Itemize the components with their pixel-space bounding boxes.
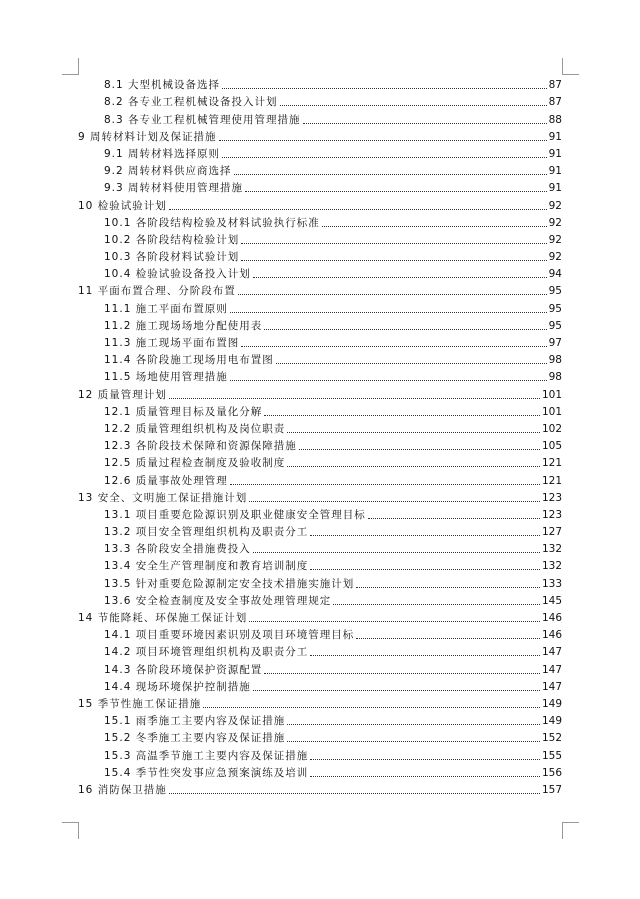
toc-entry[interactable] — [78, 556, 562, 573]
toc-entry-title: 11.4 各阶段施工现场用电布置图 — [104, 354, 274, 367]
toc-entry-title: 11.2 施工现场场地分配使用表 — [104, 319, 263, 332]
toc-entry-title: 15.1 雨季施工主要内容及保证措施 — [104, 715, 286, 728]
toc-entry-title: 10.3 各阶段材料试验计划 — [104, 251, 240, 264]
toc-entry-page-number: 101 — [541, 388, 562, 401]
toc-entry[interactable] — [78, 608, 562, 625]
toc-entry[interactable] — [78, 522, 562, 539]
toc-dot-leader — [368, 518, 540, 519]
toc-entry[interactable] — [78, 419, 562, 436]
toc-dot-leader — [230, 484, 540, 485]
toc-entry-title: 9.2 周转材料供应商选择 — [104, 165, 232, 178]
toc-entry-page-number: 156 — [541, 766, 562, 779]
toc-entry-page-number: 147 — [541, 680, 562, 693]
toc-dot-leader — [287, 432, 540, 433]
toc-entry-title: 15.3 高温季节施工主要内容及保证措施 — [104, 749, 309, 762]
toc-entry-page-number: 88 — [548, 113, 562, 126]
toc-dot-leader — [253, 552, 540, 553]
toc-entry-page-number: 92 — [548, 233, 562, 246]
toc-entry-page-number: 98 — [548, 371, 562, 384]
toc-dot-leader — [219, 140, 547, 141]
toc-entry-page-number: 94 — [548, 268, 562, 281]
toc-entry-page-number: 121 — [541, 474, 562, 487]
toc-entry-title: 13.6 安全检查制度及安全事故处理管理规定 — [104, 594, 332, 607]
toc-dot-leader — [310, 655, 540, 656]
toc-dot-leader — [287, 724, 540, 725]
toc-entry-page-number: 91 — [548, 147, 562, 160]
toc-dot-leader — [222, 88, 547, 89]
toc-entry-title: 12.1 质量管理目标及量化分解 — [104, 405, 263, 418]
toc-dot-leader — [287, 741, 540, 742]
toc-entry-page-number: 149 — [541, 715, 562, 728]
toc-entry-title: 12.5 质量过程检查制度及验收制度 — [104, 457, 286, 470]
toc-entry-title: 14.2 项目环境管理组织机构及职责分工 — [104, 646, 309, 659]
toc-entry[interactable] — [78, 694, 562, 711]
crop-mark-top-left — [62, 58, 79, 75]
toc-entry[interactable] — [78, 264, 562, 281]
toc-entry[interactable] — [78, 127, 562, 144]
toc-entry-title: 13.4 安全生产管理制度和教育培训制度 — [104, 560, 309, 573]
toc-entry[interactable] — [78, 230, 562, 247]
toc-dot-leader — [264, 329, 546, 330]
toc-entry[interactable] — [78, 539, 562, 556]
toc-entry-title: 14.1 项目重要环境因素识别及项目环境管理目标 — [104, 629, 355, 642]
toc-entry-title: 10.1 各阶段结构检验及材料试验执行标准 — [104, 216, 320, 229]
crop-mark-top-right — [562, 58, 579, 75]
toc-dot-leader — [222, 157, 547, 158]
toc-entry-page-number: 102 — [541, 422, 562, 435]
toc-entry[interactable] — [78, 745, 562, 762]
toc-entry-page-number: 105 — [541, 440, 562, 453]
toc-dot-leader — [238, 294, 547, 295]
toc-entry-title: 12.3 各阶段技术保障和资源保障措施 — [104, 440, 297, 453]
toc-entry-title: 15.2 冬季施工主要内容及保证措施 — [104, 732, 286, 745]
toc-entry-title: 11 平面布置合理、分阶段布置 — [78, 285, 236, 298]
toc-entry-page-number: 152 — [541, 732, 562, 745]
toc-dot-leader — [322, 226, 547, 227]
toc-entry[interactable] — [78, 333, 562, 350]
toc-entry-page-number: 92 — [548, 251, 562, 264]
toc-dot-leader — [276, 363, 547, 364]
toc-entry[interactable] — [78, 75, 562, 92]
toc-entry-page-number: 87 — [548, 96, 562, 109]
toc-entry-page-number: 123 — [541, 491, 562, 504]
toc-entry[interactable] — [78, 505, 562, 522]
toc-entry-title: 10.4 检验试验设备投入计划 — [104, 268, 251, 281]
toc-entry-title: 8.2 各专业工程机械设备投入计划 — [104, 96, 278, 109]
toc-dot-leader — [299, 449, 540, 450]
toc-entry-title: 13.2 项目安全管理组织机构及职责分工 — [104, 526, 309, 539]
toc-dot-leader — [230, 380, 547, 381]
toc-entry[interactable] — [78, 195, 562, 212]
toc-entry[interactable] — [78, 659, 562, 676]
toc-entry-page-number: 121 — [541, 457, 562, 470]
toc-dot-leader — [280, 105, 547, 106]
toc-entry-title: 12.2 质量管理组织机构及岗位职责 — [104, 422, 286, 435]
toc-entry[interactable] — [78, 384, 562, 401]
toc-entry-title: 13.5 针对重要危险源制定安全技术措施实施计划 — [104, 577, 355, 590]
toc-entry-title: 8.1 大型机械设备选择 — [104, 79, 221, 92]
toc-dot-leader — [203, 707, 540, 708]
toc-entry[interactable] — [78, 677, 562, 694]
toc-dot-leader — [241, 243, 546, 244]
toc-entry[interactable] — [78, 436, 562, 453]
toc-entry-page-number: 91 — [548, 165, 562, 178]
toc-entry[interactable] — [78, 109, 562, 126]
toc-dot-leader — [356, 638, 540, 639]
toc-dot-leader — [234, 174, 547, 175]
toc-entry[interactable] — [78, 591, 562, 608]
toc-dot-leader — [169, 398, 540, 399]
toc-entry-title: 9.3 周转材料使用管理措施 — [104, 182, 244, 195]
toc-entry-page-number: 95 — [548, 302, 562, 315]
toc-dot-leader — [169, 209, 547, 210]
toc-entry[interactable] — [78, 453, 562, 470]
crop-mark-bottom-right — [562, 822, 579, 839]
crop-mark-bottom-left — [62, 822, 79, 839]
toc-entry[interactable] — [78, 367, 562, 384]
toc-entry[interactable] — [78, 247, 562, 264]
toc-entry[interactable] — [78, 470, 562, 487]
toc-entry-title: 10 检验试验计划 — [78, 199, 167, 212]
toc-dot-leader — [310, 569, 540, 570]
toc-dot-leader — [245, 191, 547, 192]
table-of-contents — [78, 75, 562, 797]
toc-entry-page-number: 98 — [548, 354, 562, 367]
toc-entry-title: 15.4 季节性突发事应急预案演练及培训 — [104, 766, 309, 779]
toc-dot-leader — [253, 690, 540, 691]
toc-entry[interactable] — [78, 402, 562, 419]
toc-dot-leader — [169, 793, 540, 794]
toc-entry-page-number: 146 — [541, 612, 562, 624]
toc-dot-leader — [333, 604, 540, 605]
toc-entry-title: 13 安全、文明施工保证措施计划 — [78, 491, 248, 504]
toc-entry-title: 10.2 各阶段结构检验计划 — [104, 233, 240, 246]
toc-entry[interactable] — [78, 298, 562, 315]
toc-entry-title: 15 季节性施工保证措施 — [78, 697, 202, 710]
toc-entry-page-number: 132 — [541, 560, 562, 573]
toc-entry-title: 13.1 项目重要危险源识别及职业健康安全管理目标 — [104, 508, 366, 521]
toc-entry[interactable] — [78, 642, 562, 659]
toc-entry-page-number: 132 — [541, 543, 562, 556]
toc-dot-leader — [303, 123, 547, 124]
toc-dot-leader — [264, 415, 540, 416]
toc-dot-leader — [253, 277, 547, 278]
toc-entry-page-number: 87 — [548, 79, 562, 92]
toc-entry-page-number: 97 — [548, 337, 562, 349]
toc-entry-page-number: 133 — [541, 577, 562, 590]
toc-dot-leader — [287, 466, 540, 467]
toc-dot-leader — [310, 535, 540, 536]
toc-entry-page-number: 101 — [541, 405, 562, 418]
toc-entry[interactable] — [78, 316, 562, 333]
toc-dot-leader — [310, 776, 540, 777]
toc-entry-title: 12.6 质量事故处理管理 — [104, 474, 228, 487]
toc-entry-page-number: 95 — [548, 319, 562, 332]
toc-entry-page-number: 92 — [548, 216, 562, 229]
toc-dot-leader — [249, 621, 540, 622]
toc-entry-page-number: 145 — [541, 594, 562, 607]
toc-dot-leader — [356, 587, 540, 588]
toc-entry-page-number: 91 — [548, 182, 562, 195]
toc-entry-title: 11.1 施工平面布置原则 — [104, 302, 228, 315]
toc-entry[interactable] — [78, 780, 562, 797]
toc-entry[interactable] — [78, 728, 562, 745]
toc-entry-title: 8.3 各专业工程机械管理使用管理措施 — [104, 113, 301, 126]
toc-entry[interactable] — [78, 488, 562, 505]
toc-entry[interactable] — [78, 281, 562, 298]
toc-entry[interactable] — [78, 161, 562, 178]
toc-entry-page-number: 147 — [541, 646, 562, 659]
toc-entry[interactable] — [78, 178, 562, 195]
toc-entry[interactable] — [78, 144, 562, 161]
toc-entry-title: 9.1 周转材料选择原则 — [104, 147, 221, 160]
toc-entry-page-number: 95 — [548, 285, 562, 298]
toc-entry-title: 16 消防保卫措施 — [78, 783, 167, 796]
toc-entry-title: 11.5 场地使用管理措施 — [104, 371, 228, 384]
toc-entry-page-number: 155 — [541, 749, 562, 762]
toc-dot-leader — [310, 759, 540, 760]
toc-entry[interactable] — [78, 763, 562, 780]
toc-entry-title: 12 质量管理计划 — [78, 388, 167, 401]
toc-dot-leader — [241, 260, 546, 261]
toc-entry-page-number: 91 — [548, 130, 562, 143]
toc-entry-page-number: 92 — [548, 199, 562, 212]
toc-entry-page-number: 146 — [541, 629, 562, 642]
toc-entry[interactable] — [78, 213, 562, 230]
toc-entry[interactable] — [78, 92, 562, 109]
toc-entry-page-number: 149 — [541, 697, 562, 710]
toc-entry-title: 14.4 现场环境保护控制措施 — [104, 680, 251, 693]
toc-dot-leader — [241, 346, 546, 347]
toc-entry-title: 9 周转材料计划及保证措施 — [78, 130, 217, 143]
toc-entry[interactable] — [78, 350, 562, 367]
toc-entry-title: 14.3 各阶段环境保护资源配置 — [104, 663, 263, 676]
toc-entry[interactable] — [78, 625, 562, 642]
toc-dot-leader — [230, 312, 547, 313]
toc-dot-leader — [249, 501, 540, 502]
toc-entry-page-number: 157 — [541, 783, 562, 796]
toc-entry[interactable] — [78, 573, 562, 590]
toc-entry-title: 14 节能降耗、环保施工保证计划 — [78, 612, 248, 624]
toc-entry-title: 13.3 各阶段安全措施费投入 — [104, 543, 251, 556]
toc-entry-page-number: 127 — [541, 526, 562, 539]
toc-dot-leader — [264, 673, 540, 674]
toc-entry-title: 11.3 施工现场平面布置图 — [104, 337, 240, 349]
toc-entry-page-number: 123 — [541, 508, 562, 521]
toc-entry-page-number: 147 — [541, 663, 562, 676]
toc-entry[interactable] — [78, 711, 562, 728]
